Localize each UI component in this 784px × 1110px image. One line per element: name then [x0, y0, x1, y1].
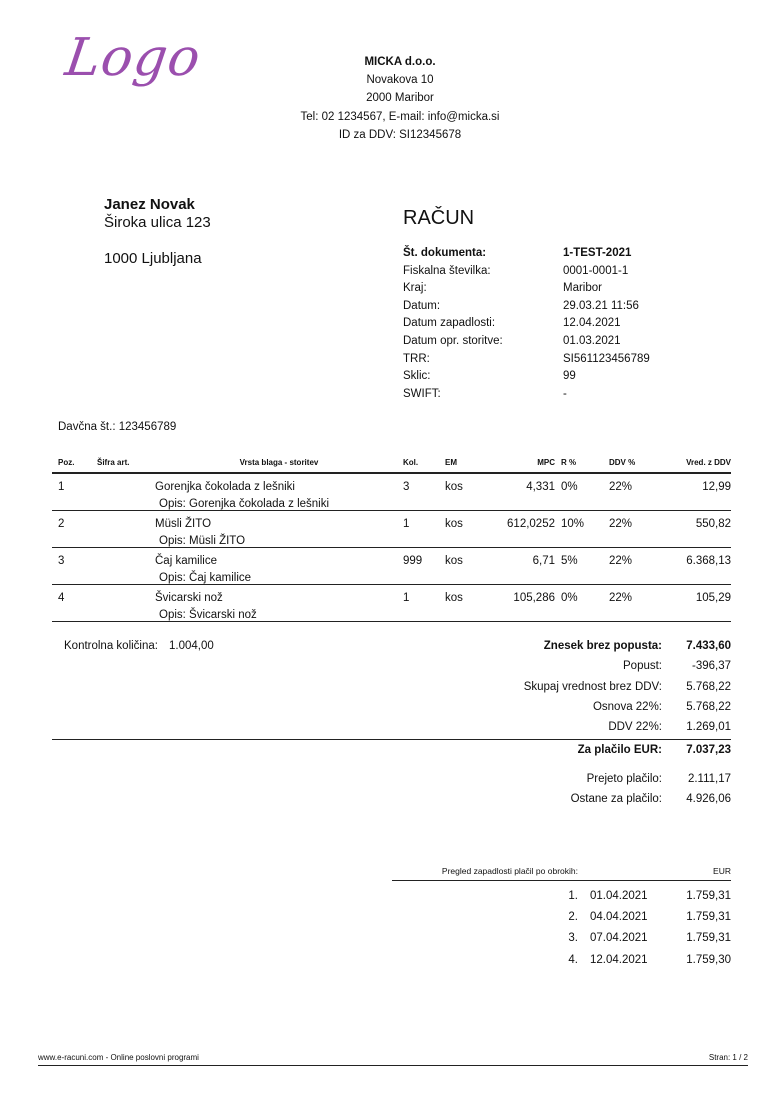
- cell-kol: 999: [403, 555, 423, 567]
- installment-amount: 1.759,31: [686, 932, 731, 945]
- meta-value: -: [563, 387, 567, 400]
- total-row: [480, 681, 731, 701]
- meta-row: [403, 370, 650, 388]
- total-value: -396,37: [691, 660, 731, 673]
- total-row: [480, 660, 731, 680]
- total-value: 1.269,01: [686, 721, 731, 734]
- total-row: [480, 701, 731, 721]
- total-value: 7.433,60: [686, 640, 731, 652]
- buyer-street: Široka ulica 123: [104, 214, 211, 231]
- meta-row: [403, 353, 650, 371]
- installment-number: 1.: [568, 889, 578, 902]
- payment-row: [480, 773, 731, 793]
- cell-vred: 550,82: [695, 518, 731, 530]
- buyer-name: Janez Novak: [104, 196, 195, 213]
- total-label: Popust:: [623, 660, 662, 673]
- cell-poz: 2: [58, 518, 65, 530]
- schedule-row: [392, 906, 731, 927]
- meta-label: Kraj:: [403, 282, 427, 295]
- meta-row: [403, 265, 650, 283]
- header-em: EM: [445, 458, 457, 467]
- total-value: 5.768,22: [686, 700, 731, 713]
- schedule-currency: EUR: [713, 866, 731, 876]
- installment-amount: 1.759,31: [686, 910, 731, 923]
- schedule-header: [392, 866, 731, 881]
- meta-value: 01.03.2021: [563, 334, 621, 347]
- meta-row: [403, 282, 650, 300]
- payment-label: Ostane za plačilo:: [570, 793, 662, 806]
- header-poz: Poz.: [58, 458, 75, 467]
- cell-em: kos: [445, 555, 463, 567]
- cell-mpc: 105,286: [513, 592, 555, 604]
- footer-left: www.e-racuni.com - Online poslovni programi: [38, 1053, 199, 1062]
- cell-em: kos: [445, 481, 463, 493]
- cell-r: 0%: [561, 592, 578, 604]
- cell-r: 10%: [561, 518, 585, 530]
- installment-date: 01.04.2021: [590, 889, 648, 902]
- cell-opis: Opis: Čaj kamilice: [159, 572, 252, 584]
- document-title: RAČUN: [403, 207, 475, 229]
- meta-row: [403, 317, 650, 335]
- cell-r: 5%: [561, 555, 578, 567]
- meta-label: Datum zapadlosti:: [403, 317, 496, 330]
- control-value: 1.004,00: [168, 640, 214, 652]
- cell-em: kos: [445, 518, 463, 530]
- cell-sifra: [97, 518, 155, 535]
- installment-number: 2.: [568, 910, 578, 923]
- cell-name: Čaj kamilice: [155, 555, 217, 567]
- meta-label: TRR:: [403, 352, 430, 365]
- meta-label: Št. dokumenta:: [403, 247, 487, 259]
- table-row: [52, 474, 731, 511]
- buyer-tax-number: Davčna št.: 123456789: [58, 421, 177, 433]
- meta-row: [403, 388, 650, 406]
- cell-name: Gorenjka čokolada z lešniki: [155, 481, 295, 493]
- cell-em: kos: [445, 592, 463, 604]
- cell-ddv: 22%: [609, 481, 633, 493]
- meta-value: 0001-0001-1: [563, 264, 629, 277]
- page-number: Stran: 1 / 2: [708, 1053, 748, 1062]
- total-value: 5.768,22: [686, 680, 731, 693]
- header-ddv: DDV %: [609, 458, 636, 467]
- document-meta: [403, 247, 650, 405]
- buyer-address: [104, 196, 211, 268]
- schedule-row: [392, 949, 731, 970]
- installment-amount: 1.759,30: [686, 953, 731, 966]
- cell-ddv: 22%: [609, 592, 633, 604]
- cell-mpc: 612,0252: [507, 518, 555, 530]
- installment-amount: 1.759,31: [686, 889, 731, 902]
- total-label: DDV 22%:: [608, 721, 662, 734]
- cell-ddv: 22%: [609, 518, 633, 530]
- cell-name: Švicarski nož: [155, 592, 223, 604]
- buyer-city: 1000 Ljubljana: [104, 250, 202, 267]
- cell-opis: Opis: Müsli ŽITO: [159, 535, 246, 547]
- company-vat-id: ID za DDV: SI12345678: [338, 128, 462, 141]
- company-contact: Tel: 02 1234567, E-mail: info@micka.si: [300, 110, 500, 123]
- cell-sifra: [97, 555, 155, 572]
- meta-value: 99: [563, 370, 576, 383]
- total-value: 7.037,23: [686, 744, 731, 757]
- cell-vred: 6.368,13: [686, 555, 731, 567]
- installment-date: 07.04.2021: [590, 932, 648, 945]
- header-r: R %: [561, 458, 577, 467]
- payment-label: Prejeto plačilo:: [586, 773, 662, 785]
- cell-vred: 105,29: [695, 592, 731, 604]
- schedule-title: Pregled zapadlosti plačil po obrokih:: [441, 866, 578, 876]
- table-row: [52, 548, 731, 585]
- total-label: Skupaj vrednost brez DDV:: [523, 680, 662, 693]
- cell-kol: 3: [403, 481, 410, 493]
- payments-block: [480, 773, 731, 814]
- company-city: 2000 Maribor: [366, 92, 434, 105]
- payment-value: 4.926,06: [686, 793, 731, 806]
- cell-mpc: 6,71: [532, 555, 555, 567]
- installment-schedule: [392, 866, 731, 970]
- meta-value: 1-TEST-2021: [563, 247, 632, 259]
- installment-number: 3.: [568, 932, 578, 945]
- table-row: [52, 585, 731, 622]
- installment-date: 12.04.2021: [590, 953, 648, 966]
- total-row-payable: [480, 741, 731, 766]
- header-vrsta: Vrsta blaga - storitev: [239, 458, 319, 467]
- meta-label: Datum:: [403, 299, 441, 312]
- page-footer: [38, 1053, 748, 1066]
- total-label: Znesek brez popusta:: [543, 640, 662, 652]
- company-name: MICKA d.o.o.: [364, 56, 436, 68]
- cell-vred: 12,99: [702, 481, 731, 493]
- installment-date: 04.04.2021: [590, 910, 648, 923]
- installment-number: 4.: [568, 953, 578, 966]
- company-street: Novakova 10: [366, 74, 434, 87]
- total-label: Osnova 22%:: [592, 700, 662, 713]
- cell-ddv: 22%: [609, 555, 633, 567]
- header-sifra: Šifra art.: [97, 458, 130, 467]
- payment-row: [480, 793, 731, 813]
- cell-poz: 4: [58, 592, 65, 604]
- total-row: [480, 640, 731, 660]
- cell-r: 0%: [561, 481, 578, 493]
- cell-mpc: 4,331: [526, 481, 555, 493]
- cell-sifra: [97, 592, 155, 609]
- meta-value: 12.04.2021: [563, 317, 621, 330]
- cell-opis: Opis: Gorenjka čokolada z lešniki: [159, 498, 330, 510]
- meta-label: SWIFT:: [403, 387, 441, 400]
- meta-label: Datum opr. storitve:: [403, 334, 503, 347]
- meta-label: Fiskalna številka:: [403, 264, 491, 277]
- meta-row: [403, 300, 650, 318]
- table-header: [52, 458, 731, 474]
- schedule-row: [392, 928, 731, 949]
- total-label: Za plačilo EUR:: [577, 744, 662, 757]
- cell-poz: 3: [58, 555, 65, 567]
- header-mpc: MPC: [537, 458, 555, 467]
- schedule-row: [392, 885, 731, 906]
- company-logo: Logo: [61, 28, 205, 88]
- items-table: [52, 458, 731, 622]
- cell-opis: Opis: Švicarski nož: [159, 609, 257, 621]
- header-kol: Kol.: [403, 458, 419, 467]
- cell-poz: 1: [58, 481, 65, 493]
- cell-kol: 1: [403, 518, 410, 530]
- meta-label: Sklic:: [403, 370, 431, 383]
- meta-value: Maribor: [563, 282, 602, 295]
- totals-block: [480, 640, 731, 766]
- header-vred: Vred. z DDV: [686, 458, 731, 467]
- cell-name: Müsli ŽITO: [155, 518, 212, 530]
- meta-row: [403, 247, 650, 265]
- company-header: [250, 53, 550, 144]
- meta-value: SI561123456789: [563, 352, 650, 365]
- payment-value: 2.111,17: [687, 773, 731, 785]
- control-quantity: [64, 640, 214, 652]
- control-label: Kontrolna količina:: [64, 640, 158, 652]
- totals-divider: [52, 739, 731, 740]
- meta-value: 29.03.21 11:56: [563, 299, 639, 312]
- cell-sifra: [97, 481, 155, 498]
- meta-row: [403, 335, 650, 353]
- table-row: [52, 511, 731, 548]
- cell-kol: 1: [403, 592, 410, 604]
